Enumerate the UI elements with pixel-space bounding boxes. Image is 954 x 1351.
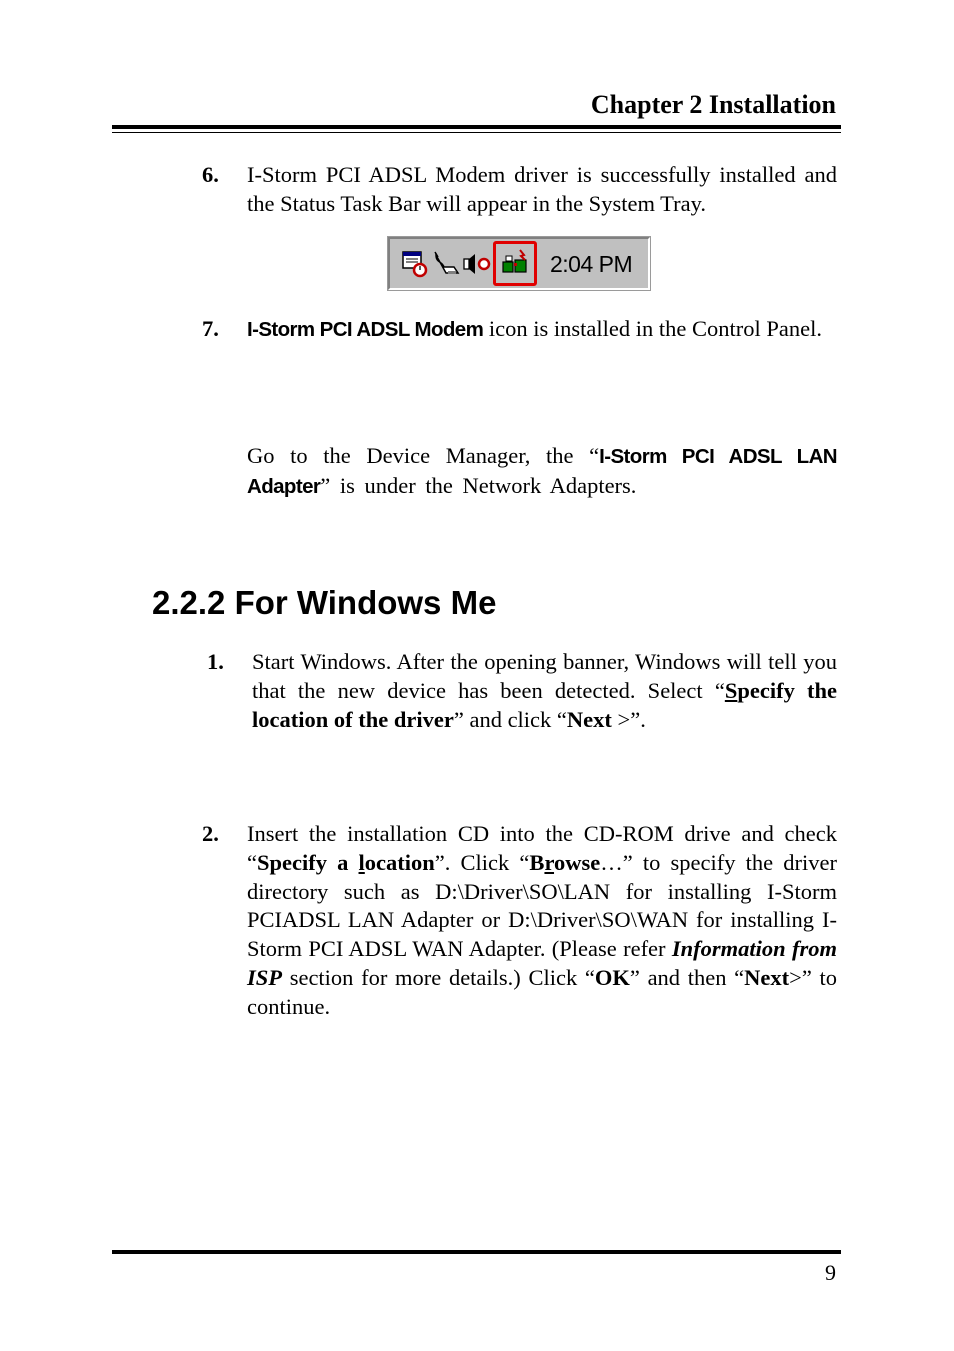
tray-clock[interactable]: 2:04 PM (550, 251, 633, 277)
section-heading: 2.2.2 For Windows Me (152, 584, 497, 621)
modem-cable-icon[interactable] (432, 249, 462, 279)
product-name: I-Storm PCI ADSL Modem (247, 318, 484, 341)
step-text: Insert the installation CD into the CD-ROM drive and check “Specify a location”. Click “Browse…” to specify the driver directory such as D:\Driver\SO\LAN for installing I-Storm PCIADSL LAN Adapter or D:\Driver\SO\WAN for installing I-Storm PCI ADSL WAN Adapter. (Please refer Information from ISP section for more details.) Click “OK” and then “Next>” to continue. (247, 821, 837, 1019)
adsl-icon-highlight (493, 241, 537, 286)
step-number: 1. (207, 649, 224, 674)
page-number: 9 (825, 1260, 836, 1285)
header-rule-thin (112, 132, 841, 133)
scheduler-icon[interactable] (400, 249, 430, 279)
chapter-title: Chapter 2 Installation (590, 90, 836, 119)
system-tray (388, 237, 650, 290)
speaker-icon[interactable] (462, 249, 492, 279)
step-text: I-Storm PCI ADSL Modem driver is successfully installed and the Status Task Bar will appear in the System Tray. (247, 162, 837, 216)
step-number: 2. (202, 821, 219, 846)
step-text: I-Storm PCI ADSL Modem icon is installed in the Control Panel. (247, 316, 822, 341)
step-number: 7. (202, 316, 219, 341)
header-rule-thick (112, 125, 841, 129)
step-text: Start Windows. After the opening banner, Windows will tell you that the new device has been detected. Select “Specify the location of the driver” and click “Next >”. (252, 649, 837, 732)
footer-rule (112, 1250, 841, 1254)
adapter-name: I-Storm PCI ADSL LAN Adapter (247, 445, 837, 498)
step-number: 6. (202, 162, 219, 187)
note-text: Go to the Device Manager, the “I-Storm PCI ADSL LAN Adapter” is under the Network Adapters. (247, 443, 837, 498)
isp-reference: Information from ISP (247, 936, 837, 990)
